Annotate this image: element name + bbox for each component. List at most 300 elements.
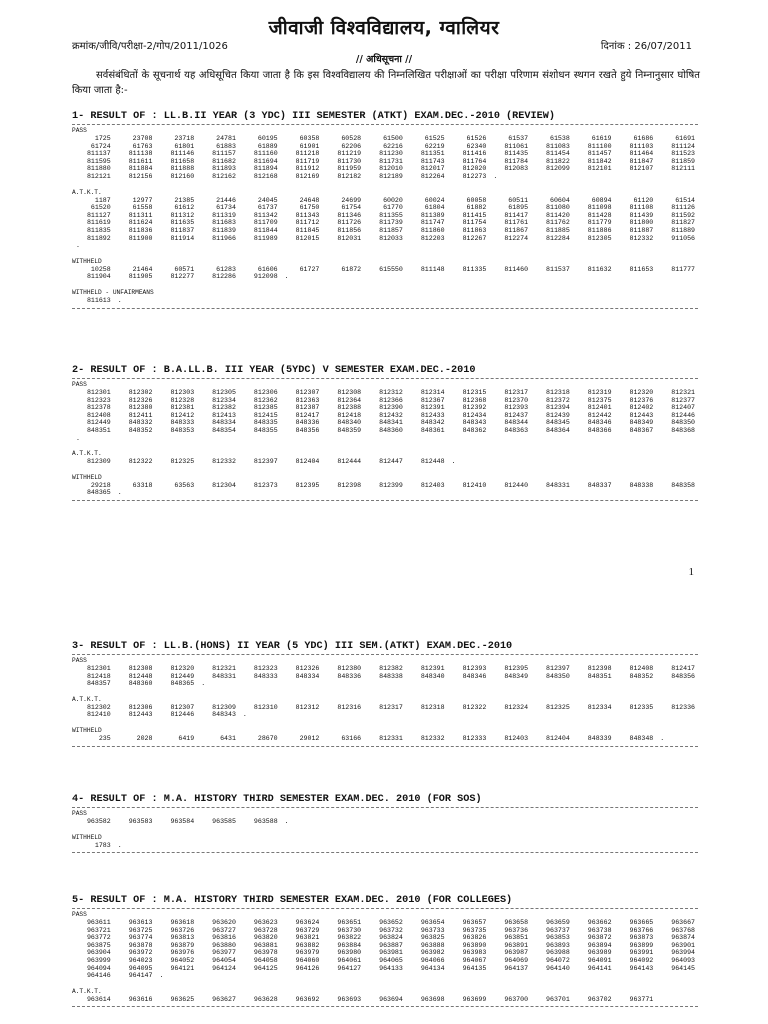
roll-number: 812404 [546, 734, 570, 742]
roll-number: 812314 [420, 389, 445, 396]
roll-number: 812304 [212, 481, 236, 489]
roll-number: 963884 [337, 941, 362, 949]
list-end-mark: . [242, 711, 247, 719]
roll-number: 812402 [629, 404, 654, 412]
roll-number: 812381 [170, 404, 195, 412]
result-block [72, 450, 698, 466]
roll-number-grid [72, 665, 698, 688]
roll-number: 615550 [379, 265, 403, 273]
roll-number: 61619 [591, 135, 612, 142]
result-block [72, 474, 698, 497]
roll-number: 963976 [170, 949, 195, 957]
roll-number: 812286 [212, 273, 236, 281]
roll-number: 812015 [295, 234, 320, 242]
roll-number: 848340 [337, 419, 362, 427]
block-label: WITHHELD - UNFAIRMEANS [72, 288, 154, 296]
roll-number: 812393 [504, 404, 529, 412]
roll-number: 963725 [128, 926, 153, 934]
roll-number: 812284 [546, 234, 570, 242]
roll-number: 811342 [253, 211, 278, 219]
roll-number: 811389 [420, 211, 445, 219]
result-block [72, 810, 698, 826]
roll-number: 811682 [212, 157, 236, 165]
roll-number: 812373 [253, 481, 278, 489]
roll-number: 812274 [504, 234, 529, 242]
roll-number: 964135 [462, 964, 487, 972]
roll-number: 811218 [295, 150, 320, 158]
roll-number: 811762 [546, 219, 570, 227]
result-section-3 [72, 640, 698, 747]
roll-number: 963989 [587, 949, 612, 957]
roll-number: 963987 [504, 949, 529, 957]
roll-number: 848349 [629, 419, 654, 427]
roll-number: 963878 [128, 941, 153, 949]
roll-number: 812189 [379, 172, 403, 180]
roll-number: 963611 [86, 919, 111, 926]
roll-number: 812307 [170, 703, 195, 711]
roll-number: 963890 [462, 941, 487, 949]
roll-number: 811083 [546, 142, 570, 150]
roll-number: 812033 [379, 234, 403, 242]
roll-number-grid [72, 197, 698, 250]
roll-number: 23718 [174, 135, 195, 142]
roll-number: 812401 [587, 404, 612, 412]
roll-number: 963628 [253, 995, 278, 1003]
roll-number: 963721 [86, 926, 111, 934]
roll-number: 812322 [462, 703, 487, 711]
roll-number: 61525 [424, 135, 445, 142]
roll-number: 848367 [629, 426, 654, 434]
roll-number: 811989 [253, 234, 278, 242]
roll-number: 811904 [86, 273, 111, 281]
roll-number: 811884 [128, 165, 153, 173]
roll-number: 848365 [86, 489, 111, 497]
roll-number: 811845 [295, 226, 320, 234]
roll-number: 963614 [86, 995, 111, 1003]
roll-number: 812031 [337, 234, 362, 242]
roll-number: 964095 [128, 964, 153, 972]
roll-number: 964060 [295, 956, 320, 964]
roll-number: 963988 [546, 949, 570, 957]
roll-number: 963979 [295, 949, 320, 957]
reference-number: क्रमांक/जीवि/परीक्षा-2/गोप/2011/1026 [72, 41, 228, 52]
dashed-rule [72, 654, 698, 655]
roll-number: 963978 [253, 949, 278, 957]
roll-number: 811523 [671, 150, 695, 158]
roll-number-grid [72, 266, 698, 281]
result-block [72, 727, 698, 743]
roll-number: 963729 [295, 926, 320, 934]
roll-number: 61901 [299, 142, 320, 150]
roll-number: 812364 [337, 396, 362, 404]
roll-number: 811454 [546, 150, 570, 158]
roll-number: 963991 [629, 949, 654, 957]
dashed-rule [72, 1006, 698, 1007]
roll-number: 848338 [379, 672, 403, 680]
roll-number: 812310 [253, 703, 278, 711]
roll-number: 848336 [337, 672, 362, 680]
roll-number: 848334 [295, 672, 320, 680]
roll-number: 812017 [420, 165, 445, 173]
roll-number: 963851 [504, 934, 529, 942]
roll-number: 811457 [587, 150, 612, 158]
roll-number: 964091 [587, 956, 612, 964]
roll-number: 812319 [587, 389, 612, 396]
roll-number: 811914 [170, 234, 195, 242]
roll-number: 812168 [253, 172, 278, 180]
dashed-rule [72, 908, 698, 909]
section-heading: 2- RESULT OF : B.A.LL.B. III YEAR (5YDC) V SEMESTER EXAM.DEC.-2010 [72, 365, 476, 376]
roll-number: 60604 [550, 196, 570, 204]
block-label: A.T.K.T. [72, 188, 102, 196]
roll-number: 848331 [546, 481, 570, 489]
roll-number-grid [72, 482, 698, 497]
roll-number: 848355 [253, 426, 278, 434]
roll-number: 964023 [128, 956, 153, 964]
roll-number: 811764 [462, 157, 487, 165]
issue-date: दिनांक : 26/07/2011 [600, 41, 692, 52]
roll-number: 811726 [337, 219, 362, 227]
roll-number: 811835 [86, 226, 111, 234]
roll-number: 811460 [504, 265, 529, 273]
list-end-mark: . [117, 296, 122, 304]
intro-paragraph: सर्वसंबंधितों के सूचनार्थ यह अधिसूचित किया जाता है कि इस विश्वविद्यालय की निम्नलिखित परीक्षाओं का परीक्षा परिणाम संशोधन स्थगन रखते हुये निम्नानुसार घोषित किया जाता है:- [72, 70, 700, 96]
roll-number: 812395 [295, 481, 320, 489]
roll-number-grid [72, 842, 698, 850]
section-heading: 5- RESULT OF : M.A. HISTORY THIRD SEMESTER EXAM.DEC. 2010 (FOR COLLEGES) [72, 895, 513, 906]
roll-number: 811754 [462, 219, 487, 227]
roll-number: 964126 [295, 964, 320, 972]
roll-number: 964133 [379, 964, 403, 972]
roll-number: 61606 [257, 265, 278, 273]
roll-number: 848337 [587, 481, 612, 489]
roll-number: 963702 [587, 995, 612, 1003]
roll-number: 812376 [629, 396, 654, 404]
roll-number: 812418 [337, 411, 362, 419]
roll-number: 812277 [170, 273, 195, 281]
roll-number: 811080 [546, 204, 570, 212]
roll-number: 60511 [508, 196, 529, 204]
roll-number: 963616 [128, 995, 153, 1003]
roll-number: 963613 [128, 919, 153, 926]
roll-number: 811857 [379, 226, 403, 234]
roll-number: 963625 [170, 995, 195, 1003]
roll-number: 811417 [504, 211, 529, 219]
roll-number: 848352 [629, 672, 654, 680]
roll-number: 811894 [253, 165, 278, 173]
roll-number: 963730 [337, 926, 362, 934]
roll-number: 812434 [462, 411, 487, 419]
roll-number: 61889 [257, 142, 278, 150]
roll-number: 811611 [128, 157, 153, 165]
roll-number: 21446 [216, 196, 236, 204]
roll-number: 24045 [257, 196, 278, 204]
dashed-rule [72, 378, 698, 379]
roll-number: 963887 [379, 941, 403, 949]
roll-number: 61120 [633, 196, 654, 204]
roll-number: 811464 [629, 150, 654, 158]
roll-number: 61691 [675, 135, 695, 142]
roll-number: 812309 [86, 458, 111, 466]
roll-number: 963627 [212, 995, 236, 1003]
roll-number: 811160 [253, 150, 278, 158]
roll-number: 61734 [216, 204, 236, 212]
university-title: जीवाजी विश्वविद्यालय, ग्वालियर [268, 17, 500, 39]
roll-number: 812308 [128, 665, 153, 672]
roll-number: 812336 [671, 703, 695, 711]
roll-number: 812302 [128, 389, 153, 396]
roll-number-grid [72, 704, 698, 719]
roll-number: 812368 [462, 396, 487, 404]
roll-number: 848356 [671, 672, 695, 680]
roll-number: 963736 [504, 926, 529, 934]
roll-number: 963737 [546, 926, 570, 934]
roll-number: 812107 [629, 165, 654, 173]
roll-number: 963701 [546, 995, 570, 1003]
roll-number: 812312 [379, 389, 403, 396]
block-spacer [72, 250, 698, 256]
result-section-1 [72, 110, 698, 309]
roll-number: 812377 [671, 396, 695, 404]
result-block [72, 696, 698, 719]
roll-number: 812388 [337, 404, 362, 412]
roll-number: 812332 [420, 734, 445, 742]
list-end-mark: . [117, 841, 122, 849]
roll-number: 963623 [253, 919, 278, 926]
roll-number: 812307 [295, 389, 320, 396]
roll-number: 812447 [379, 458, 403, 466]
roll-number: 848358 [671, 481, 695, 489]
roll-number: 812387 [295, 404, 320, 412]
roll-number: 24781 [216, 135, 236, 142]
roll-number: 811061 [504, 142, 529, 150]
list-end-mark: . [284, 273, 289, 281]
roll-number: 812305 [587, 234, 612, 242]
roll-number: 848352 [128, 426, 153, 434]
roll-number: 963651 [337, 919, 362, 926]
roll-number: 60894 [591, 196, 612, 204]
roll-number: 812398 [587, 665, 612, 672]
roll-number: 812320 [170, 665, 195, 672]
roll-number: 964069 [504, 956, 529, 964]
roll-number: 848361 [420, 426, 445, 434]
roll-number: 963657 [462, 919, 487, 926]
roll-number: 812404 [295, 458, 320, 466]
roll-number: 811230 [379, 150, 403, 158]
roll-number: 812449 [170, 672, 195, 680]
roll-number: 811420 [546, 211, 570, 219]
roll-number: 61804 [424, 204, 445, 212]
result-section-4 [72, 793, 698, 853]
roll-number: 811635 [170, 219, 195, 227]
roll-number: 964146 [86, 972, 111, 980]
roll-number: 812375 [587, 396, 612, 404]
roll-number: 811839 [212, 226, 236, 234]
roll-number: 963972 [128, 949, 153, 957]
roll-number: 812408 [629, 665, 654, 672]
roll-number: 964143 [629, 964, 654, 972]
roll-number: 811146 [170, 150, 195, 158]
roll-number: 848351 [587, 672, 612, 680]
roll-number: 963899 [629, 941, 654, 949]
dashed-rule [72, 500, 698, 501]
roll-number: 63318 [132, 481, 153, 489]
roll-number: 963894 [587, 941, 612, 949]
roll-number: 61770 [383, 204, 403, 212]
roll-number: 812449 [86, 419, 111, 427]
roll-number: 963872 [587, 934, 612, 942]
roll-number: 811127 [86, 211, 111, 219]
list-end-mark: . [284, 818, 289, 825]
roll-number: 963766 [629, 926, 654, 934]
roll-number: 848346 [462, 672, 487, 680]
roll-number: 964093 [671, 956, 695, 964]
roll-number: 963882 [295, 941, 320, 949]
roll-number: 963583 [128, 818, 153, 825]
roll-number: 811148 [420, 265, 445, 273]
roll-number: 61882 [466, 204, 487, 212]
roll-number: 811747 [420, 219, 445, 227]
roll-number: 12977 [132, 196, 153, 204]
roll-number-grid [72, 735, 698, 743]
roll-number: 964058 [253, 956, 278, 964]
result-block [72, 657, 698, 688]
roll-number: 812335 [629, 703, 654, 711]
roll-number: 811887 [629, 226, 654, 234]
roll-number: 812273 [462, 172, 487, 180]
roll-number: 964127 [337, 964, 362, 972]
roll-number: 812162 [212, 172, 236, 180]
roll-number: 811827 [671, 219, 695, 227]
roll-number: 811311 [128, 211, 153, 219]
roll-number: 963853 [546, 934, 570, 942]
roll-number: 812394 [546, 404, 570, 412]
roll-number: 812334 [212, 396, 236, 404]
roll-number: 23708 [132, 135, 153, 142]
roll-number: 963826 [462, 934, 487, 942]
roll-number: 811439 [629, 211, 654, 219]
roll-number: 963774 [128, 934, 153, 942]
roll-number: 963665 [629, 919, 654, 926]
roll-number: 61737 [257, 204, 278, 212]
roll-number: 963999 [86, 956, 111, 964]
roll-number: 811844 [253, 226, 278, 234]
roll-number: 811779 [587, 219, 612, 227]
roll-number: 60020 [383, 196, 403, 204]
roll-number: 811847 [629, 157, 654, 165]
roll-number: 964052 [170, 956, 195, 964]
roll-number: 848340 [420, 672, 445, 680]
roll-number: 6431 [220, 734, 236, 742]
roll-number: 811739 [379, 219, 403, 227]
roll-number: 1725 [94, 135, 111, 142]
roll-number: 963652 [379, 919, 403, 926]
roll-number: 848362 [462, 426, 487, 434]
roll-number: 812305 [212, 389, 236, 396]
result-section-5 [72, 894, 698, 1007]
result-block [72, 189, 698, 250]
roll-number-grid [72, 996, 698, 1004]
roll-number: 964072 [546, 956, 570, 964]
roll-number: 811435 [504, 150, 529, 158]
roll-number: 61612 [174, 204, 195, 212]
list-end-mark: . [493, 172, 498, 180]
roll-number-grid [72, 818, 698, 826]
roll-number: 811613 [86, 296, 111, 304]
roll-number: 963700 [504, 995, 529, 1003]
roll-number: 963813 [170, 934, 195, 942]
roll-number: 963875 [86, 941, 111, 949]
roll-number: 812367 [420, 396, 445, 404]
roll-number: 62340 [466, 142, 487, 150]
roll-number: 811912 [295, 165, 320, 173]
roll-number: 811108 [629, 204, 654, 212]
roll-number: 812408 [86, 411, 111, 419]
roll-number: 812326 [295, 665, 320, 672]
roll-number-grid [72, 297, 698, 305]
roll-number: 963658 [504, 919, 529, 926]
roll-number: 964140 [546, 964, 570, 972]
roll-number: 60058 [466, 196, 487, 204]
roll-number: 812309 [212, 703, 236, 711]
roll-number: 811900 [128, 234, 153, 242]
roll-number: 963662 [587, 919, 612, 926]
roll-number: 61520 [90, 204, 111, 212]
roll-number: 812315 [462, 389, 487, 396]
roll-number: 812362 [253, 396, 278, 404]
roll-number: 812303 [170, 389, 195, 396]
roll-number: 60528 [341, 135, 362, 142]
roll-number: 812323 [253, 665, 278, 672]
roll-number: 812437 [504, 411, 529, 419]
roll-number: 963693 [337, 995, 362, 1003]
result-block [72, 834, 698, 850]
roll-number: 848346 [587, 419, 612, 427]
roll-number: 24699 [341, 196, 362, 204]
roll-number: 848368 [671, 426, 695, 434]
roll-number: 812316 [337, 703, 362, 711]
roll-number: 963771 [629, 995, 654, 1003]
roll-number: 21385 [174, 196, 195, 204]
roll-number: 812391 [420, 404, 445, 412]
roll-number: 812160 [170, 172, 195, 180]
roll-number: 963727 [212, 926, 236, 934]
roll-number: 963824 [379, 934, 403, 942]
roll-number: 963618 [170, 919, 195, 926]
roll-number: 812321 [671, 389, 695, 396]
roll-number: 963822 [337, 934, 362, 942]
roll-number: 812398 [337, 481, 362, 489]
roll-number: 812382 [379, 665, 403, 672]
roll-number: 811694 [253, 157, 278, 165]
roll-number: 6419 [178, 734, 195, 742]
block-spacer [72, 281, 698, 287]
roll-number: 811856 [337, 226, 362, 234]
roll-number: 811100 [587, 142, 612, 150]
roll-number: 812448 [128, 672, 153, 680]
result-block [72, 258, 698, 281]
roll-number: 848333 [170, 419, 195, 427]
roll-number: 812169 [295, 172, 320, 180]
roll-number: 812099 [546, 165, 570, 173]
roll-number: 963820 [253, 934, 278, 942]
roll-number: 848360 [379, 426, 403, 434]
block-label: PASS [72, 810, 87, 817]
roll-number: 963585 [212, 818, 236, 825]
section-heading: 3- RESULT OF : LL.B.(HONS) II YEAR (5 YDC) III SEM.(ATKT) EXAM.DEC.-2010 [72, 641, 513, 652]
roll-number: 61727 [299, 265, 320, 273]
roll-number: 964141 [587, 964, 612, 972]
